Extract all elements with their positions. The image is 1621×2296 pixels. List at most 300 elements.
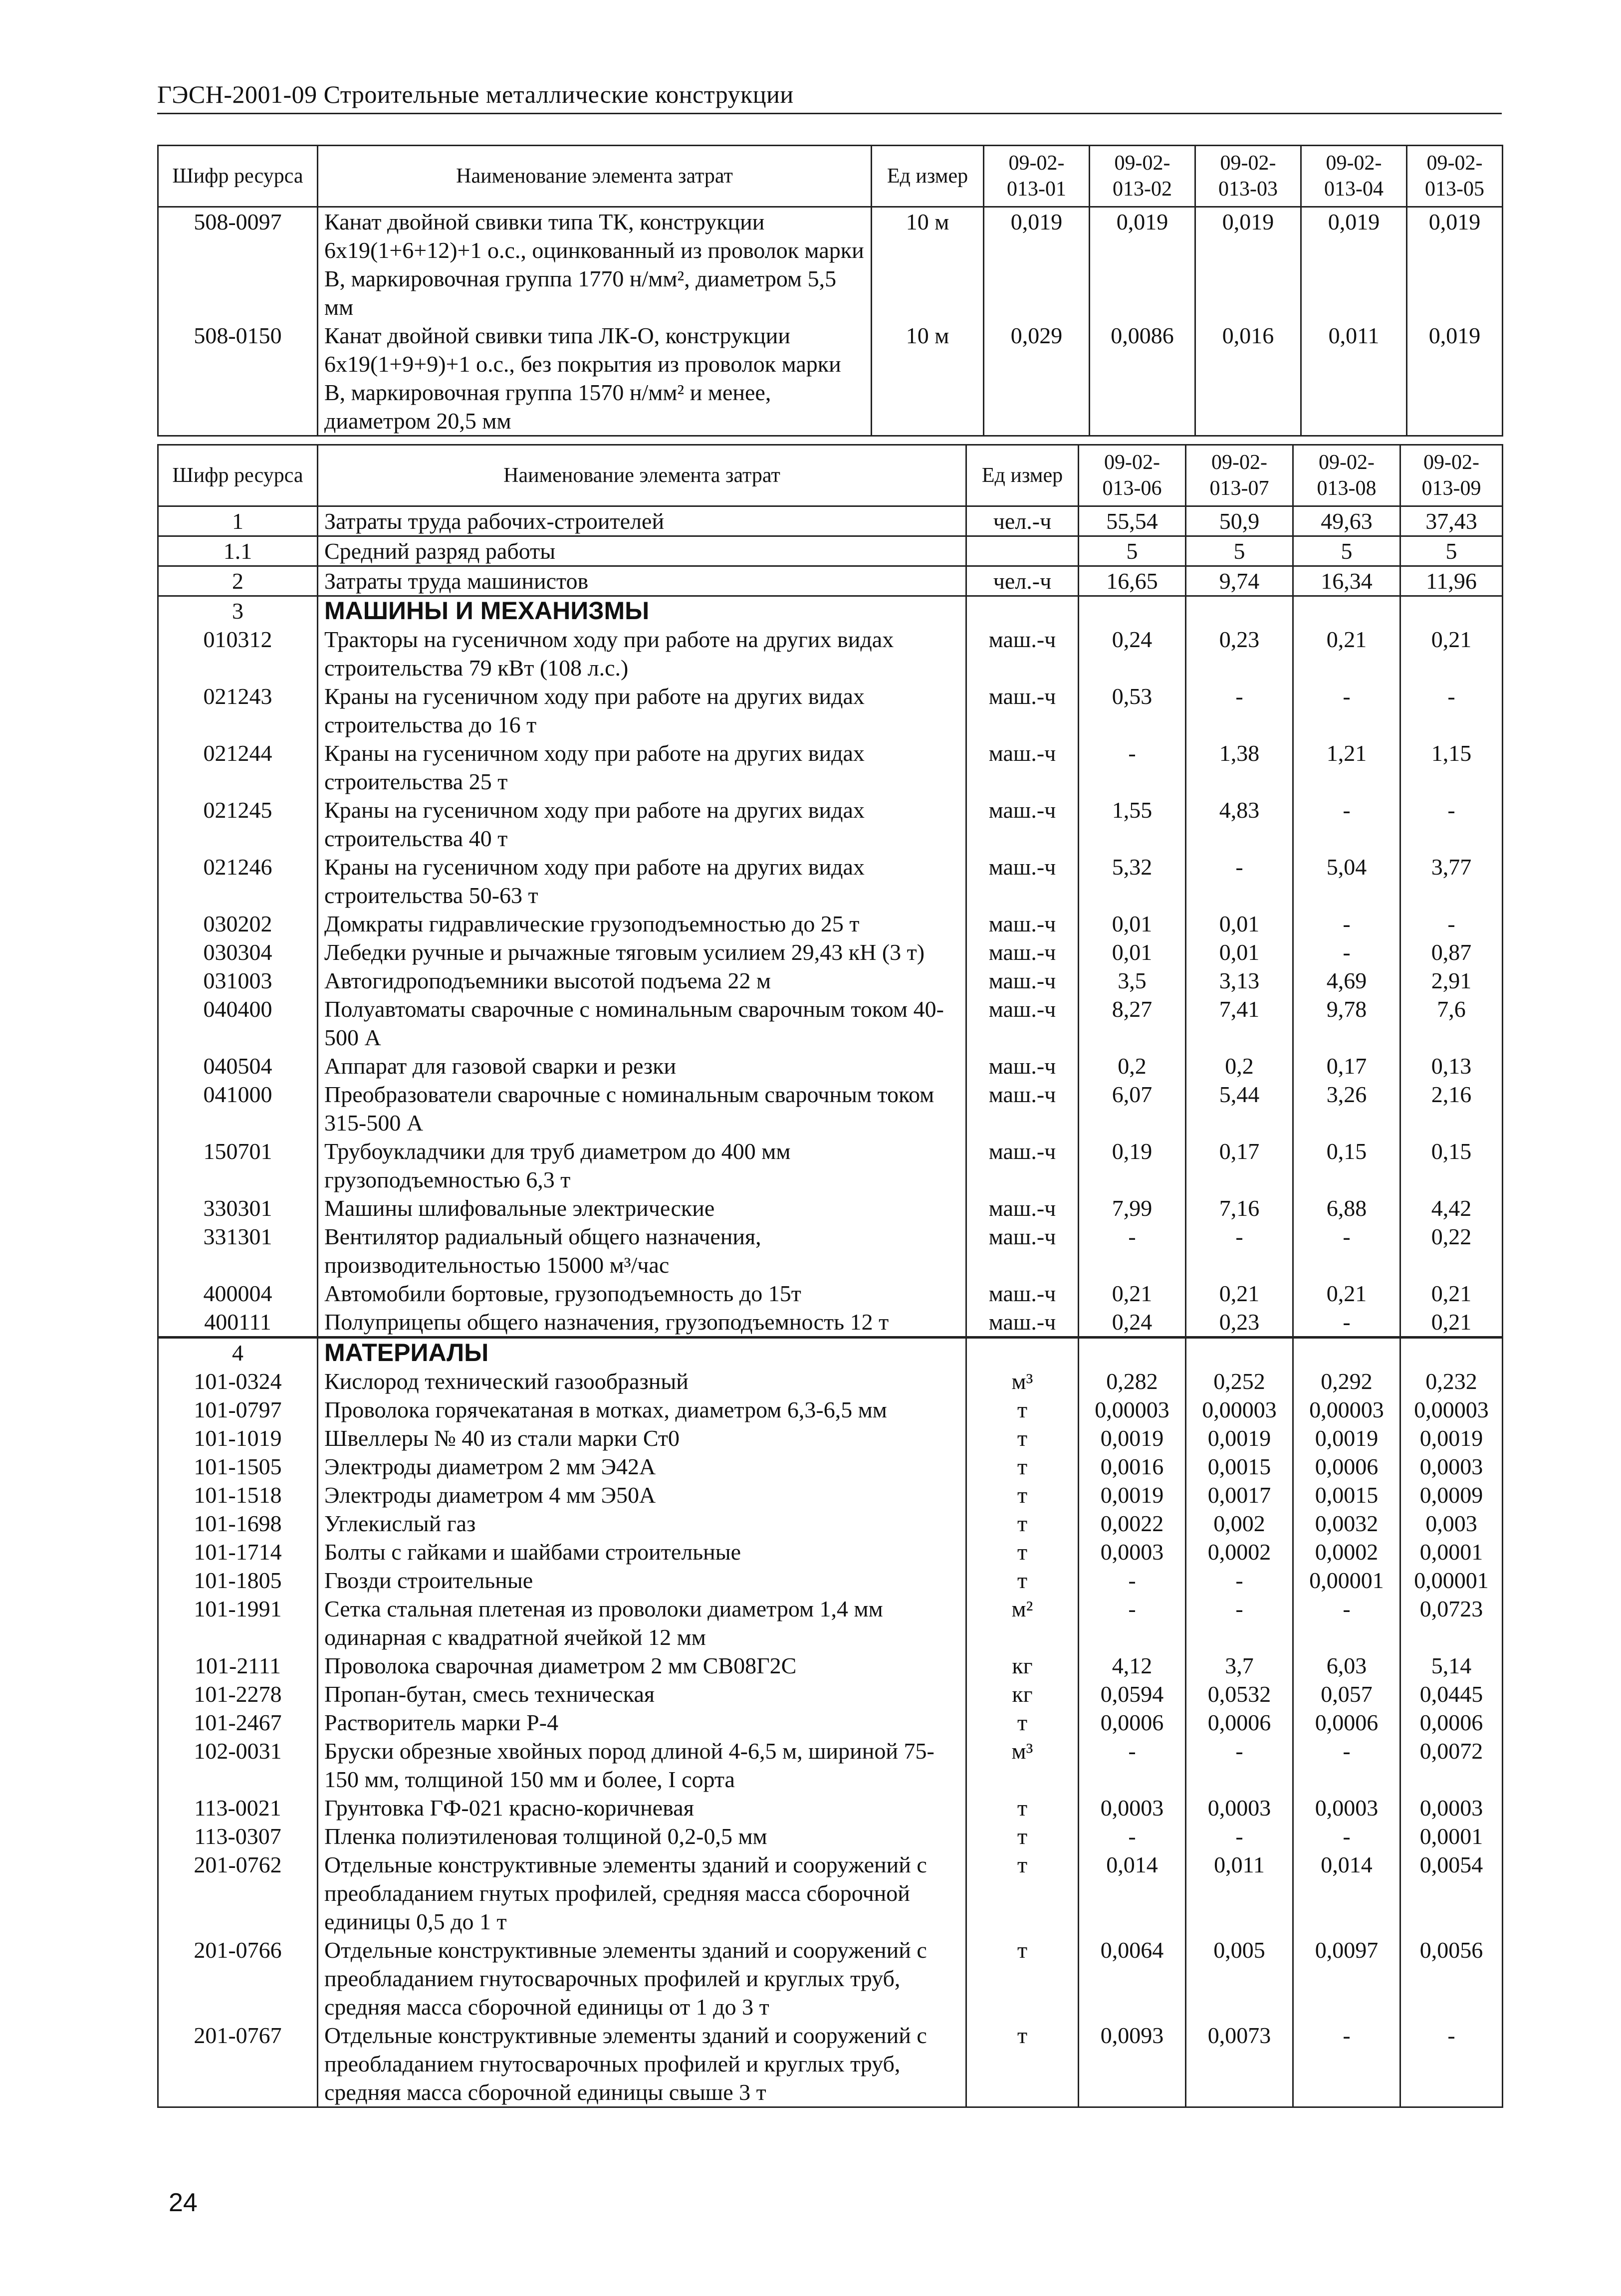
column-header: Наименование элемента затрат (318, 445, 966, 506)
unit-cell: т (966, 1452, 1079, 1481)
value-cell: 3,26 (1293, 1080, 1400, 1137)
table-row (158, 1538, 1503, 1566)
unit-cell: т (966, 1481, 1079, 1509)
unit-cell: маш.-ч (966, 1279, 1079, 1308)
column-header: 09-02- 013-03 (1195, 146, 1301, 207)
value-cell: 0,0032 (1293, 1509, 1400, 1538)
value-cell: 0,019 (1407, 207, 1503, 322)
unit-cell: маш.-ч (966, 995, 1079, 1052)
resource-code-cell: 101-0324 (158, 1367, 318, 1395)
value-cell: 2,91 (1400, 966, 1503, 995)
value-cell: - (1293, 1595, 1400, 1651)
value-cell: - (1293, 682, 1400, 739)
table-row (158, 1052, 1503, 1080)
value-cell: 3,5 (1079, 966, 1186, 995)
table-row (158, 938, 1503, 966)
column-header: Наименование элемента затрат (318, 146, 872, 207)
cost-element-name-cell: Машины шлифовальные электрические (318, 1194, 966, 1222)
value-cell: 0,87 (1400, 938, 1503, 966)
value-cell: 7,41 (1186, 995, 1293, 1052)
value-cell: - (1400, 682, 1503, 739)
cost-element-name-cell: Краны на гусеничном ходу при работе на других видах строительства до 16 т (318, 682, 966, 739)
table-row (158, 1080, 1503, 1137)
cost-element-name-cell: Трубоукладчики для труб диаметром до 400 мм грузоподъемностью 6,3 т (318, 1137, 966, 1194)
resource-code-cell: 2 (158, 566, 318, 596)
table-row (158, 1279, 1503, 1308)
cost-element-name-cell: Отдельные конструктивные элементы зданий и сооружений с преобладанием гнутосварочных профилей и круглых труб, средняя масса сборочной единицы от 1 до 3 т (318, 1936, 966, 2021)
resource-code-cell: 101-1698 (158, 1509, 318, 1538)
cost-element-name-cell: Вентилятор радиальный общего назначения, производительностью 15000 м³/час (318, 1222, 966, 1279)
resource-code-cell: 508-0150 (158, 321, 318, 436)
table-body (158, 506, 1503, 2107)
cost-element-name-cell: Затраты труда машинистов (318, 566, 966, 596)
value-cell: 0,0054 (1400, 1850, 1503, 1936)
value-cell: - (1186, 1222, 1293, 1279)
unit-cell (966, 536, 1079, 566)
table-row (158, 1822, 1503, 1850)
value-cell: - (1293, 910, 1400, 938)
value-cell: 16,34 (1293, 566, 1400, 596)
cost-element-name-cell: Канат двойной свивки типа ЛК-О, конструкции 6x19(1+9+9)+1 о.с., без покрытия из проволок марки В, маркировочная группа 1570 н/мм² и менее, диаметром 20,5 мм (318, 321, 872, 436)
table-row (158, 682, 1503, 739)
value-cell: 0,21 (1079, 1279, 1186, 1308)
value-cell: - (1400, 910, 1503, 938)
resource-code-cell: 101-1505 (158, 1452, 318, 1481)
value-cell: 49,63 (1293, 506, 1400, 536)
cost-element-name-cell: Проволока горячекатаная в мотках, диаметром 6,3-6,5 мм (318, 1395, 966, 1424)
value-cell: - (1293, 1308, 1400, 1338)
resource-code-cell: 101-1518 (158, 1481, 318, 1509)
value-cell: 0,0015 (1293, 1481, 1400, 1509)
value-cell: 0,0073 (1186, 2021, 1293, 2107)
value-cell: 0,2 (1186, 1052, 1293, 1080)
value-cell: 4,12 (1079, 1651, 1186, 1680)
value-cell: 6,88 (1293, 1194, 1400, 1222)
value-cell: 0,0064 (1079, 1936, 1186, 2021)
cost-element-name-cell: Углекислый газ (318, 1509, 966, 1538)
unit-cell: маш.-ч (966, 910, 1079, 938)
table-row (158, 1680, 1503, 1708)
column-header: 09-02- 013-05 (1407, 146, 1503, 207)
table-row (158, 1367, 1503, 1395)
value-cell: 0,0002 (1186, 1538, 1293, 1566)
cost-element-name-cell: Краны на гусеничном ходу при работе на других видах строительства 25 т (318, 739, 966, 796)
value-cell: - (1400, 796, 1503, 853)
value-cell: 0,0022 (1079, 1509, 1186, 1538)
cost-element-name-cell: Болты с гайками и шайбами строительные (318, 1538, 966, 1566)
value-cell: 0,019 (1090, 207, 1195, 322)
unit-cell: маш.-ч (966, 1052, 1079, 1080)
value-cell: 0,0594 (1079, 1680, 1186, 1708)
table-row (158, 1566, 1503, 1595)
value-cell: - (1293, 796, 1400, 853)
table-row (158, 1308, 1503, 1338)
resource-code-cell: 201-0767 (158, 2021, 318, 2107)
value-cell: 0,21 (1293, 625, 1400, 682)
value-cell: 0,0532 (1186, 1680, 1293, 1708)
unit-cell: чел.-ч (966, 566, 1079, 596)
resource-code-cell: 040400 (158, 995, 318, 1052)
cost-element-name-cell: Сетка стальная плетеная из проволоки диаметром 1,4 мм одинарная с квадратной ячейкой 12 мм (318, 1595, 966, 1651)
cost-element-name-cell: Швеллеры № 40 из стали марки Ст0 (318, 1424, 966, 1452)
value-cell: 0,0056 (1400, 1936, 1503, 2021)
unit-cell: чел.-ч (966, 506, 1079, 536)
unit-cell: т (966, 1850, 1079, 1936)
value-cell: 0,0017 (1186, 1481, 1293, 1509)
value-cell: 0,23 (1186, 1308, 1293, 1338)
value-cell: 1,15 (1400, 739, 1503, 796)
resource-code-cell: 101-1805 (158, 1566, 318, 1595)
column-header: 09-02- 013-07 (1186, 445, 1293, 506)
table-header-row (158, 146, 1503, 207)
unit-cell: т (966, 1566, 1079, 1595)
value-cell: 0,014 (1293, 1850, 1400, 1936)
value-cell: - (1293, 1222, 1400, 1279)
value-cell: 0,0072 (1400, 1737, 1503, 1794)
value-cell (1293, 1338, 1400, 1368)
value-cell: 0,019 (1195, 207, 1301, 322)
value-cell: 0,0003 (1079, 1538, 1186, 1566)
value-cell: 0,21 (1400, 625, 1503, 682)
value-cell: 0,00001 (1400, 1566, 1503, 1595)
value-cell: 0,17 (1293, 1052, 1400, 1080)
section-row (158, 596, 1503, 626)
value-cell: 0,00001 (1293, 1566, 1400, 1595)
resource-code-cell: 4 (158, 1338, 318, 1368)
column-header: 09-02- 013-01 (984, 146, 1090, 207)
value-cell: 3,13 (1186, 966, 1293, 995)
value-cell: 0,003 (1400, 1509, 1503, 1538)
unit-cell: т (966, 1424, 1079, 1452)
resource-code-cell: 021244 (158, 739, 318, 796)
resource-code-cell: 031003 (158, 966, 318, 995)
unit-cell: маш.-ч (966, 739, 1079, 796)
value-cell: 0,24 (1079, 1308, 1186, 1338)
cost-element-name-cell: Проволока сварочная диаметром 2 мм СВ08Г2С (318, 1651, 966, 1680)
unit-cell: маш.-ч (966, 1222, 1079, 1279)
value-cell: - (1079, 1222, 1186, 1279)
resource-code-cell: 040504 (158, 1052, 318, 1080)
value-cell: 6,03 (1293, 1651, 1400, 1680)
unit-cell: т (966, 2021, 1079, 2107)
value-cell: 5 (1400, 536, 1503, 566)
column-header: Ед измер (966, 445, 1079, 506)
table-row (158, 1595, 1503, 1651)
unit-cell: т (966, 1794, 1079, 1822)
cost-element-name-cell: Преобразователи сварочные с номинальным сварочным током 315-500 А (318, 1080, 966, 1137)
table-row (158, 1794, 1503, 1822)
unit-cell: м³ (966, 1367, 1079, 1395)
value-cell: 0,21 (1400, 1279, 1503, 1308)
unit-cell: маш.-ч (966, 938, 1079, 966)
resource-code-cell: 201-0766 (158, 1936, 318, 2021)
value-cell: 0,016 (1195, 321, 1301, 436)
value-cell: 0,0006 (1079, 1708, 1186, 1737)
table-row (158, 1708, 1503, 1737)
table-row (158, 739, 1503, 796)
value-cell: - (1186, 682, 1293, 739)
value-cell: 0,014 (1079, 1850, 1186, 1936)
cost-element-name-cell: Лебедки ручные и рычажные тяговым усилием 29,43 кН (3 т) (318, 938, 966, 966)
value-cell: 3,77 (1400, 853, 1503, 910)
cost-element-name-cell: Аппарат для газовой сварки и резки (318, 1052, 966, 1080)
value-cell (1079, 596, 1186, 626)
value-cell: 5,14 (1400, 1651, 1503, 1680)
value-cell: 9,74 (1186, 566, 1293, 596)
value-cell: 50,9 (1186, 506, 1293, 536)
unit-cell: т (966, 1708, 1079, 1737)
resource-code-cell: 113-0021 (158, 1794, 318, 1822)
resource-code-cell: 113-0307 (158, 1822, 318, 1850)
resource-table-1 (157, 145, 1503, 437)
value-cell (1186, 596, 1293, 626)
unit-cell: 10 м (872, 321, 984, 436)
value-cell: 5 (1186, 536, 1293, 566)
unit-cell: маш.-ч (966, 796, 1079, 853)
value-cell (1079, 1338, 1186, 1368)
value-cell: 4,83 (1186, 796, 1293, 853)
table-row (158, 1194, 1503, 1222)
value-cell: 0,0003 (1293, 1794, 1400, 1822)
table-row (158, 207, 1503, 322)
unit-cell: маш.-ч (966, 682, 1079, 739)
value-cell: 0,01 (1079, 910, 1186, 938)
resource-code-cell: 101-2467 (158, 1708, 318, 1737)
value-cell: 0,0003 (1400, 1794, 1503, 1822)
resource-code-cell: 1.1 (158, 536, 318, 566)
table-row (158, 1651, 1503, 1680)
cost-element-name-cell: МАТЕРИАЛЫ (318, 1338, 966, 1368)
unit-cell: м³ (966, 1737, 1079, 1794)
resource-code-cell: 331301 (158, 1222, 318, 1279)
resource-code-cell: 201-0762 (158, 1850, 318, 1936)
value-cell: 0,002 (1186, 1509, 1293, 1538)
value-cell: 0,252 (1186, 1367, 1293, 1395)
value-cell: 0,0019 (1186, 1424, 1293, 1452)
resource-code-cell: 101-1019 (158, 1424, 318, 1452)
value-cell: 0,0006 (1186, 1708, 1293, 1737)
value-cell: 0,22 (1400, 1222, 1503, 1279)
value-cell: - (1079, 1595, 1186, 1651)
resource-code-cell: 101-2111 (158, 1651, 318, 1680)
value-cell (1400, 1338, 1503, 1368)
cost-element-name-cell: Кислород технический газообразный (318, 1367, 966, 1395)
column-header: 09-02- 013-04 (1301, 146, 1407, 207)
value-cell: 4,42 (1400, 1194, 1503, 1222)
table-row (158, 321, 1503, 436)
value-cell: 0,19 (1079, 1137, 1186, 1194)
value-cell: 0,005 (1186, 1936, 1293, 2021)
resource-code-cell: 021245 (158, 796, 318, 853)
table-row (158, 1509, 1503, 1538)
value-cell: 0,0019 (1079, 1481, 1186, 1509)
value-cell: 0,23 (1186, 625, 1293, 682)
cost-element-name-cell: Канат двойной свивки типа ТК, конструкции 6x19(1+6+12)+1 о.с., оцинкованный из проволок марки В, маркировочная группа 1770 н/мм², диаметром 5,5 мм (318, 207, 872, 322)
resource-code-cell: 400004 (158, 1279, 318, 1308)
cost-element-name-cell: Полуприцепы общего назначения, грузоподъемность 12 т (318, 1308, 966, 1338)
value-cell: 8,27 (1079, 995, 1186, 1052)
table-row (158, 1222, 1503, 1279)
table-row (158, 966, 1503, 995)
value-cell (1293, 596, 1400, 626)
value-cell: 5,04 (1293, 853, 1400, 910)
value-cell: 16,65 (1079, 566, 1186, 596)
cost-element-name-cell: Гвозди строительные (318, 1566, 966, 1595)
value-cell: 0,21 (1293, 1279, 1400, 1308)
value-cell: 0,21 (1186, 1279, 1293, 1308)
value-cell: 0,0016 (1079, 1452, 1186, 1481)
value-cell: 0,0015 (1186, 1452, 1293, 1481)
value-cell: - (1293, 2021, 1400, 2107)
cost-element-name-cell: Грунтовка ГФ-021 красно-коричневая (318, 1794, 966, 1822)
table-row (158, 2021, 1503, 2107)
unit-cell: маш.-ч (966, 1137, 1079, 1194)
table-row (158, 910, 1503, 938)
value-cell: 0,0002 (1293, 1538, 1400, 1566)
value-cell: 6,07 (1079, 1080, 1186, 1137)
unit-cell: кг (966, 1651, 1079, 1680)
value-cell: 0,0723 (1400, 1595, 1503, 1651)
unit-cell: 10 м (872, 207, 984, 322)
cost-element-name-cell: Бруски обрезные хвойных пород длиной 4-6,5 м, шириной 75-150 мм, толщиной 150 мм и более, I сорта (318, 1737, 966, 1794)
cost-element-name-cell: Средний разряд работы (318, 536, 966, 566)
table-row (158, 536, 1503, 566)
column-header: 09-02- 013-06 (1079, 445, 1186, 506)
cost-element-name-cell: Краны на гусеничном ходу при работе на других видах строительства 50-63 т (318, 853, 966, 910)
column-header: Ед измер (872, 146, 984, 207)
value-cell: - (1293, 1822, 1400, 1850)
value-cell: - (1079, 739, 1186, 796)
cost-element-name-cell: МАШИНЫ И МЕХАНИЗМЫ (318, 596, 966, 626)
column-header: 09-02- 013-09 (1400, 445, 1503, 506)
value-cell: 0,15 (1400, 1137, 1503, 1194)
resource-table-2 (157, 444, 1503, 2108)
table-row (158, 1452, 1503, 1481)
resource-code-cell: 030304 (158, 938, 318, 966)
value-cell: 0,00003 (1186, 1395, 1293, 1424)
table-row (158, 1936, 1503, 2021)
cost-element-name-cell: Электроды диаметром 4 мм Э50А (318, 1481, 966, 1509)
table-row (158, 1850, 1503, 1936)
value-cell: - (1186, 853, 1293, 910)
table-row (158, 796, 1503, 853)
unit-cell: маш.-ч (966, 1194, 1079, 1222)
column-header: 09-02- 013-02 (1090, 146, 1195, 207)
value-cell: 0,282 (1079, 1367, 1186, 1395)
value-cell: 0,01 (1186, 910, 1293, 938)
unit-cell (966, 596, 1079, 626)
table-row (158, 853, 1503, 910)
cost-element-name-cell: Затраты труда рабочих-строителей (318, 506, 966, 536)
table-header-row (158, 445, 1503, 506)
resource-code-cell: 102-0031 (158, 1737, 318, 1794)
resource-code-cell: 101-2278 (158, 1680, 318, 1708)
header-title: ГЭСН-2001-09 Строительные металлические конструкции (157, 80, 794, 108)
page-header (157, 80, 1502, 114)
value-cell (1186, 1338, 1293, 1368)
value-cell: 0,0003 (1079, 1794, 1186, 1822)
value-cell: 0,011 (1301, 321, 1407, 436)
cost-element-name-cell: Домкраты гидравлические грузоподъемностью до 25 т (318, 910, 966, 938)
value-cell: 5 (1079, 536, 1186, 566)
resource-code-cell: 150701 (158, 1137, 318, 1194)
resource-code-cell: 101-0797 (158, 1395, 318, 1424)
value-cell: 0,232 (1400, 1367, 1503, 1395)
cost-element-name-cell: Тракторы на гусеничном ходу при работе на других видах строительства 79 кВт (108 л.с.) (318, 625, 966, 682)
table-row (158, 506, 1503, 536)
value-cell: 0,00003 (1079, 1395, 1186, 1424)
resource-code-cell: 101-1714 (158, 1538, 318, 1566)
value-cell: 3,7 (1186, 1651, 1293, 1680)
value-cell: 0,0003 (1186, 1794, 1293, 1822)
table-row (158, 1737, 1503, 1794)
table-body (158, 207, 1503, 436)
value-cell: 0,24 (1079, 625, 1186, 682)
resource-code-cell: 400111 (158, 1308, 318, 1338)
value-cell: 1,55 (1079, 796, 1186, 853)
unit-cell: маш.-ч (966, 625, 1079, 682)
resource-code-cell: 041000 (158, 1080, 318, 1137)
resource-code-cell: 030202 (158, 910, 318, 938)
value-cell: 7,16 (1186, 1194, 1293, 1222)
value-cell: 0,00003 (1400, 1395, 1503, 1424)
value-cell: 0,011 (1186, 1850, 1293, 1936)
value-cell: 0,292 (1293, 1367, 1400, 1395)
cost-element-name-cell: Отдельные конструктивные элементы зданий и сооружений с преобладанием гнутых профилей, средняя масса сборочной единицы 0,5 до 1 т (318, 1850, 966, 1936)
table-row (158, 625, 1503, 682)
value-cell: 0,0006 (1400, 1708, 1503, 1737)
value-cell: 0,0003 (1400, 1452, 1503, 1481)
unit-cell: т (966, 1936, 1079, 2021)
value-cell: 11,96 (1400, 566, 1503, 596)
resource-code-cell: 1 (158, 506, 318, 536)
unit-cell: кг (966, 1680, 1079, 1708)
cost-element-name-cell: Пропан-бутан, смесь техническая (318, 1680, 966, 1708)
value-cell (1400, 596, 1503, 626)
value-cell: 2,16 (1400, 1080, 1503, 1137)
value-cell: 0,019 (1407, 321, 1503, 436)
value-cell: 0,0006 (1293, 1452, 1400, 1481)
value-cell: 0,029 (984, 321, 1090, 436)
value-cell: 0,13 (1400, 1052, 1503, 1080)
value-cell: - (1186, 1595, 1293, 1651)
cost-element-name-cell: Автомобили бортовые, грузоподъемность до 15т (318, 1279, 966, 1308)
value-cell: 0,0019 (1079, 1424, 1186, 1452)
value-cell: 0,019 (1301, 207, 1407, 322)
value-cell: 0,0019 (1400, 1424, 1503, 1452)
value-cell: 0,0445 (1400, 1680, 1503, 1708)
column-header: 09-02- 013-08 (1293, 445, 1400, 506)
cost-element-name-cell: Краны на гусеничном ходу при работе на других видах строительства 40 т (318, 796, 966, 853)
column-header: Шифр ресурса (158, 146, 318, 207)
value-cell: 0,0001 (1400, 1822, 1503, 1850)
value-cell: 0,53 (1079, 682, 1186, 739)
unit-cell: маш.-ч (966, 853, 1079, 910)
value-cell: - (1079, 1822, 1186, 1850)
cost-element-name-cell: Растворитель марки Р-4 (318, 1708, 966, 1737)
value-cell: 5 (1293, 536, 1400, 566)
unit-cell: маш.-ч (966, 1080, 1079, 1137)
table-row (158, 995, 1503, 1052)
unit-cell: т (966, 1509, 1079, 1538)
table-row (158, 566, 1503, 596)
value-cell: 0,2 (1079, 1052, 1186, 1080)
value-cell: - (1400, 2021, 1503, 2107)
value-cell: - (1186, 1737, 1293, 1794)
value-cell: 0,0019 (1293, 1424, 1400, 1452)
value-cell: 5,32 (1079, 853, 1186, 910)
unit-cell: т (966, 1822, 1079, 1850)
